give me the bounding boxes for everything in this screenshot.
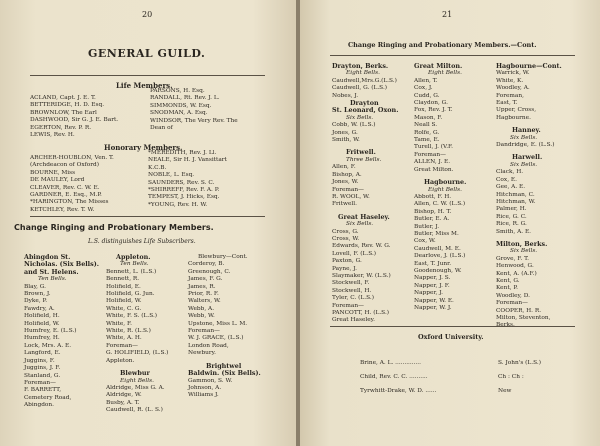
- oxford-heading: Oxford University.: [418, 333, 484, 341]
- member-name: Dandridge, E. (L.S.): [496, 142, 555, 149]
- member-name: Fawdry, A.: [24, 305, 55, 312]
- member-name: Napper, W. E.: [414, 297, 454, 304]
- member-name: Upper, Cross,: [496, 107, 537, 114]
- member-name: *HARINGTON, The Misses: [30, 199, 109, 206]
- member-name: Foreman—: [332, 186, 364, 193]
- tower-heading: Brightwel: [206, 361, 242, 370]
- member-name: Cemetery Road,: [24, 394, 72, 401]
- member-name: Humfrey, H.: [24, 335, 60, 342]
- member-name: Blay, G.: [24, 283, 47, 290]
- member-name: Nobes, J.: [332, 92, 359, 99]
- oxford-college: S. John's (L.S.): [498, 360, 541, 366]
- oxford-colleges: [498, 356, 541, 398]
- member-name: Bishop, A.: [332, 171, 362, 178]
- member-name: White, F. S. (L.S.): [106, 313, 158, 320]
- change-ringing-col1: [24, 254, 99, 410]
- member-name: Jones, G.: [332, 129, 358, 136]
- member-name: East, T.: [496, 100, 518, 107]
- member-name: PARSONS, H. Esq.: [150, 88, 205, 94]
- member-name: Holifield, W.: [106, 298, 142, 305]
- member-name: White, F.: [106, 320, 132, 327]
- member-name: KETCHLEY, Rev. T. W.: [30, 206, 95, 213]
- member-name: Foreman—: [496, 300, 528, 307]
- member-name: Grove, F. T.: [496, 255, 529, 262]
- tower-heading: Hagbourne.: [424, 178, 467, 187]
- bells-label: Eight Bells.: [428, 186, 462, 193]
- member-name: NOBLE, L. Esq.: [148, 172, 195, 179]
- member-name: Henwood, G.: [496, 263, 534, 270]
- life-members-heading: Life Members.: [116, 81, 173, 90]
- member-name: Neall S.: [414, 122, 438, 129]
- member-name: Holifield, G. Jun.: [106, 291, 155, 298]
- member-name: DASHWOOD, Sir G. J. E. Bart.: [30, 117, 119, 124]
- member-name: Mason, F.: [414, 114, 443, 121]
- member-name: Claydon, G.: [414, 100, 448, 107]
- tower-heading: St. Leonard, Oxon.: [332, 106, 399, 115]
- member-name: Gammon, S. W.: [188, 377, 233, 384]
- member-name: Appleton.: [106, 357, 135, 364]
- member-name: Fox, Rev. J. T.: [414, 107, 453, 114]
- bells-label: Three Bells.: [346, 156, 382, 163]
- member-name: G. HOLIFIELD, (L.S.): [106, 350, 169, 357]
- member-name: Bishop, H. T.: [414, 208, 452, 215]
- member-name: Hitchman, W.: [496, 198, 536, 205]
- member-name: Fritwell.: [332, 201, 357, 208]
- tower-heading: Drayton, Berks.: [332, 62, 389, 70]
- member-name: Edwards, Rev. W. G.: [332, 243, 391, 250]
- bells-label: Ten Bells.: [120, 261, 149, 268]
- member-name: Warrick, W.: [496, 70, 530, 77]
- member-name: Langford, E.: [24, 350, 61, 357]
- change-ringing-heading: Change Ringing and Probationary Members.: [14, 223, 214, 232]
- member-name: Rice, R. G.: [496, 221, 527, 228]
- member-name: PANCOTT, H. (L.S.): [332, 310, 390, 316]
- divider: [30, 216, 265, 217]
- right-col2: [414, 63, 466, 312]
- member-name: White, R. (L.S.): [106, 328, 151, 335]
- member-name: Lock, Mrs. A. E.: [24, 342, 72, 349]
- tower-heading: Hagbourne—Cont.: [496, 62, 562, 70]
- member-name: Lovell, F. (L.S.): [332, 250, 377, 257]
- member-name: Busby, A. T.: [106, 399, 140, 406]
- bells-label: Six Bells.: [510, 248, 538, 255]
- member-name: Bennett, L. (L.S.): [106, 268, 157, 275]
- member-name: Jones, W.: [332, 179, 359, 186]
- member-name: Hagbourne.: [496, 114, 531, 121]
- bells-label: Eight Bells.: [120, 377, 154, 384]
- member-name: Napper, J. S.: [414, 275, 451, 282]
- member-name: Allen, T.: [414, 77, 438, 84]
- member-name: White, C. G.: [106, 305, 142, 312]
- life-subscribers-note: L.S. distinguishes Life Subscribers.: [88, 238, 196, 245]
- member-name: Cobb, W. (L.S.): [332, 122, 376, 129]
- bells-label: Eight Bells.: [346, 70, 380, 77]
- change-ringing-col2: [106, 254, 168, 415]
- member-name: Dyke, P.: [24, 298, 48, 305]
- member-name: Milton, Steventon,: [496, 315, 551, 321]
- member-name: Caudwell, M. E.: [414, 245, 461, 252]
- member-name: Foreman—: [24, 379, 56, 386]
- member-name: Payne, J.: [332, 265, 357, 272]
- page-number: 21: [442, 10, 453, 19]
- member-name: *YOUNG, Rev. H. W.: [148, 201, 208, 208]
- member-name: Smith, W.: [332, 137, 360, 144]
- member-name: Slaymaker, W. (L.S.): [332, 272, 391, 279]
- member-name: Abingdon.: [24, 402, 54, 409]
- member-name: James, F. G.: [188, 276, 223, 283]
- member-name: Napper, W. J.: [414, 305, 452, 311]
- honorary-members-col2: [148, 150, 227, 209]
- member-name: TEMPEST, J. Hicks, Esq.: [148, 194, 220, 201]
- member-name: Foreman—: [106, 342, 138, 349]
- member-name: Cross, G.: [332, 228, 359, 235]
- member-name: Juggins, F.: [24, 357, 55, 364]
- member-name: Great Milton.: [414, 166, 454, 173]
- divider: [330, 55, 575, 56]
- member-name: ACLAND, Capt. J. E. T.: [30, 95, 96, 101]
- member-name: Napper, J. F.: [414, 282, 450, 289]
- page-title: GENERAL GUILD.: [88, 47, 206, 60]
- member-name: Gee, A. E.: [496, 184, 526, 191]
- member-name: Dearlove, J. (L.S.): [414, 253, 466, 260]
- tower-heading: Blewbur: [120, 369, 150, 378]
- tower-heading: and St. Helens.: [24, 267, 79, 276]
- member-name: Juggins, J. F.: [24, 365, 61, 372]
- member-name: ALLEN, J. E.: [414, 159, 451, 166]
- member-name: Williams J.: [188, 392, 219, 399]
- tower-heading: Baldwin. (Six Bells).: [188, 369, 261, 378]
- member-name: F. BARRETT,: [24, 387, 62, 394]
- tower-heading: Drayton: [350, 99, 379, 108]
- member-name: Rice, G. C.: [496, 213, 527, 220]
- member-name: Prior, R. F.: [188, 291, 219, 298]
- member-name: NEALE, Sir H. J. Vansittart: [148, 157, 227, 164]
- member-name: Woodley, A.: [496, 85, 530, 92]
- member-name: Cudd, G.: [414, 92, 440, 99]
- member-name: White, K.: [496, 77, 524, 84]
- bells-label: Ten Bells.: [38, 276, 67, 283]
- member-name: EGERTON, Rev. P. R.: [30, 124, 92, 131]
- member-name: Greenough, C.: [188, 268, 231, 275]
- member-name: Woodley, D.: [496, 292, 531, 299]
- member-name: Webb, W.: [188, 313, 215, 320]
- member-name: Abbott, F. H.: [414, 193, 452, 200]
- member-name: Webb, A.: [188, 305, 215, 312]
- member-name: Humfrey, E. (L.S.): [24, 328, 77, 335]
- member-name: Foreman,: [496, 92, 524, 99]
- member-name: Rolfe, G.: [414, 129, 440, 136]
- tower-heading: Milton, Berks.: [496, 239, 548, 248]
- member-name: Newbury.: [188, 350, 217, 357]
- member-name: Butler, Miss M.: [414, 230, 459, 237]
- bells-label: Six Bells.: [510, 161, 538, 168]
- bells-label: Six Bells.: [346, 114, 374, 121]
- member-name: GARDNER, E. Esq., M.P.: [30, 192, 102, 199]
- member-name: Holifield, H.: [24, 313, 60, 320]
- member-name: *SHIRREFF, Rev. F. A. P.: [148, 187, 220, 194]
- oxford-names: [360, 356, 436, 398]
- tower-heading: Fritwell.: [346, 148, 376, 157]
- member-name: Corderoy, B.: [188, 261, 225, 268]
- member-name: Kent, G.: [496, 277, 520, 284]
- tower-heading: Appleton.: [116, 253, 151, 261]
- tower-heading: Blewbury—Cont.: [198, 254, 248, 260]
- oxford-member: Child, Rev. C. C. ..........: [360, 374, 428, 380]
- divider: [30, 75, 265, 76]
- member-name: *MEREDITH, Rev. J. Ll.: [148, 150, 217, 156]
- continuation-heading: Change Ringing and Probationary Members.—Cont.: [348, 41, 537, 49]
- bells-label: Six Bells.: [346, 221, 374, 228]
- member-name: Holifield, W.: [24, 320, 60, 327]
- member-name: Foreman—: [332, 302, 364, 309]
- life-members-col2: [150, 88, 238, 132]
- member-name: BROWNLOW, The Earl: [30, 109, 97, 116]
- member-name: James, R.: [188, 283, 216, 290]
- tower-heading: Great Haseley.: [338, 212, 390, 221]
- member-name: Great Haseley.: [332, 317, 376, 324]
- member-name: Butler, J.: [414, 223, 440, 230]
- tower-heading: Harwell.: [512, 153, 543, 162]
- bells-label: Six Bells.: [510, 134, 538, 141]
- member-name: SAUNDERS, Rev. S. C.: [148, 179, 215, 186]
- member-name: Cox, J.: [414, 85, 433, 92]
- tower-heading: Abingdon St.: [24, 253, 71, 261]
- member-name: Caudwell, G. (L.S.): [332, 85, 388, 92]
- member-name: Palmer, H.: [496, 206, 527, 213]
- right-col3: [496, 63, 562, 330]
- right-page: [300, 0, 600, 446]
- member-name: ARCHER-HOUBLON, Ven. T.: [30, 155, 114, 161]
- page-number: 20: [142, 10, 153, 19]
- member-name: Foreman—: [188, 328, 220, 335]
- member-name: WINDSOR, The Very Rev. The: [150, 117, 238, 124]
- member-name: Allen, F.: [332, 164, 356, 171]
- member-name: London Road,: [188, 342, 229, 349]
- member-name: Butler, E. A.: [414, 216, 450, 223]
- member-name: Stanland, G.: [24, 372, 61, 379]
- member-name: SNODMAN, A. Esq.: [150, 110, 208, 117]
- member-name: Caudwell, R. (L. S.): [106, 407, 163, 414]
- oxford-member: Tyrwhitt-Drake, W. D. ......: [360, 388, 437, 394]
- member-name: Holifield, E.: [106, 283, 141, 290]
- member-name: Bennett, R.: [106, 276, 140, 283]
- member-name: RANDALL, Rt. Rev. J. L.: [150, 95, 220, 102]
- oxford-member: Brine, A. L. ..............: [360, 360, 421, 366]
- right-col1: [332, 63, 398, 325]
- member-name: Johnson, A.: [188, 384, 222, 391]
- member-name: COOPER, H. R.: [496, 307, 542, 314]
- member-name: Turell, J. (V.F.: [414, 144, 453, 151]
- member-name: Dean of: [150, 125, 173, 132]
- member-name: Stockwell, F.: [332, 280, 370, 287]
- oxford-college: New: [498, 388, 512, 394]
- bells-label: Eight Bells.: [428, 70, 462, 77]
- member-name: Stockwell, H.: [332, 287, 372, 294]
- change-ringing-col3: [188, 254, 261, 400]
- member-name: Kent, A. (A.F.): [496, 270, 537, 277]
- life-members-col1: [30, 95, 118, 139]
- member-name: Foreman—: [414, 151, 446, 158]
- honorary-members-heading: Honorary Members.: [104, 143, 183, 152]
- member-name: Walters, W.: [188, 298, 221, 305]
- member-name: Goodenough, W.: [414, 267, 462, 274]
- oxford-college: Ch : Ch :: [498, 374, 524, 380]
- member-name: Cox, W.: [414, 238, 436, 245]
- member-name: Kent, P.: [496, 285, 518, 292]
- member-name: Cox, E.: [496, 176, 517, 183]
- member-name: Cross, W.: [332, 235, 360, 242]
- member-name: LEWIS, Rev. H.: [30, 132, 75, 139]
- member-name: K.C.B.: [148, 164, 167, 171]
- member-name: Aldridge, Miss G. A.: [106, 384, 165, 391]
- member-name: R. WOOL, W.: [332, 193, 370, 200]
- tower-heading: Hanney.: [512, 126, 541, 135]
- member-name: Hitchman, C.: [496, 191, 535, 198]
- member-name: Allen, C. W. (L.S.): [414, 201, 466, 208]
- member-name: CLEAVER, Rev. C. W. E.: [30, 184, 100, 191]
- tower-heading: Great Milton.: [414, 62, 463, 70]
- member-name: Clack, H.: [496, 169, 524, 176]
- member-name: White, A. H.: [106, 335, 142, 342]
- member-name: Tyler, C. (L.S.): [332, 295, 374, 302]
- tower-heading: Nicholas. (Six Bells).: [24, 260, 99, 269]
- member-name: W. J. GRACE, (L.S.): [188, 335, 244, 342]
- member-name: Smith, A. E.: [496, 228, 532, 235]
- member-name: Napper, J.: [414, 290, 443, 297]
- left-page: [0, 0, 297, 446]
- member-name: Caudwell,Mrs.G.(L.S.): [332, 77, 397, 84]
- member-name: BETTERIDGE, H. D. Esq.: [30, 102, 105, 109]
- divider: [330, 326, 575, 327]
- member-name: (Archdeacon of Oxford): [30, 162, 99, 169]
- member-name: DE MAULEY, Lord: [30, 177, 85, 184]
- member-name: Aldridge, W.: [106, 392, 142, 399]
- member-name: Upstone, Miss L. M.: [188, 320, 248, 327]
- member-name: Tame, E.: [414, 137, 440, 144]
- member-name: Brown, J.: [24, 291, 51, 298]
- member-name: East, T. Junr.: [414, 260, 452, 267]
- member-name: BOURNE, Miss: [30, 169, 76, 176]
- honorary-members-col1: [30, 155, 114, 214]
- member-name: Paxton, G.: [332, 258, 362, 265]
- member-name: SIMMONDS, W. Esq.: [150, 102, 212, 109]
